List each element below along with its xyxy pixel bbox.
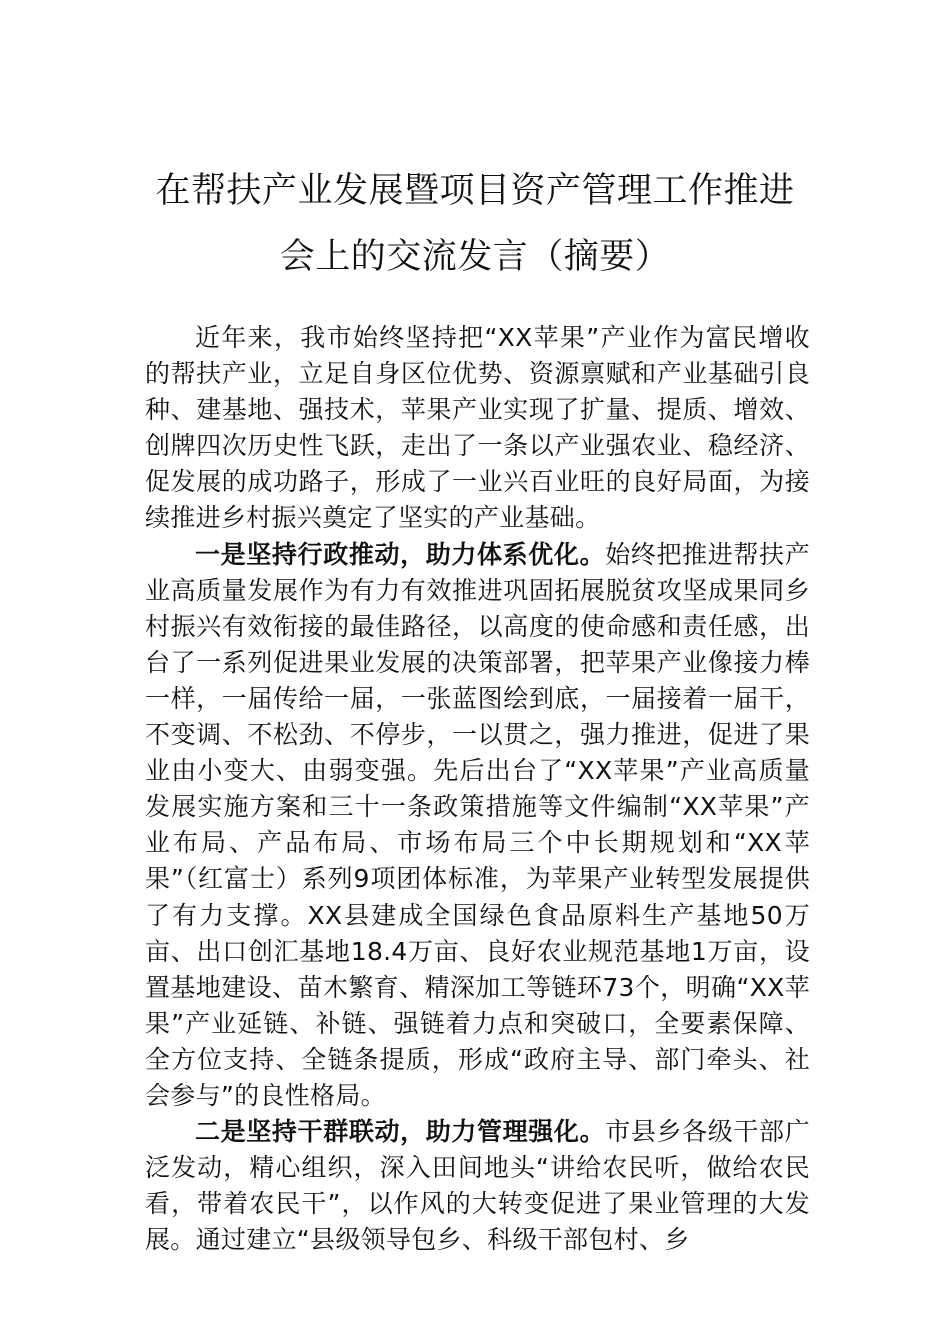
document-title xyxy=(120,158,830,290)
paragraph-intro xyxy=(145,320,810,537)
paragraph-intro-text: 近年来，我市始终坚持把“XX苹果”产业作为富民增收的帮扶产业，立足自身区位优势、资源禀赋和产业基础引良种、建基地、强技术，苹果产业实现了扩量、提质、增效、创牌四次历史性飞跃，走出了一条以产业强农业、稳经济、促发展的成功路子，形成了一业兴百业旺的良好局面，为接续推进乡村振兴奠定了坚实的产业基础。 xyxy=(145,323,810,533)
paragraph-point-2-text: 市县乡各级干部广泛发动，精心组织，深入田间地头“讲给农民听，做给农民看，带着农民干”，以作风的大转变促进了果业管理的大发展。通过建立“县级领导包乡、科级干部包村、乡 xyxy=(145,1117,810,1255)
title-line-2: 会上的交流发言（摘要） xyxy=(279,237,671,277)
document-body xyxy=(145,320,810,1258)
paragraph-point-1-heading: 一是坚持行政推动，助力体系优化。 xyxy=(195,539,606,569)
paragraph-point-1 xyxy=(145,537,810,1115)
paragraph-point-2-heading: 二是坚持干群联动，助力管理强化。 xyxy=(195,1117,606,1147)
paragraph-point-2 xyxy=(145,1114,810,1258)
paragraph-point-1-text: 始终把推进帮扶产业高质量发展作为有力有效推进巩固拓展脱贫攻坚成果同乡村振兴有效衔接的最佳路径，以高度的使命感和责任感，出台了一系列促进果业发展的决策部署，把苹果产业像接力棒一样，一届传给一届，一张蓝图绘到底，一届接着一届干，不变调、不松劲、不停步，一以贯之，强力推进，促进了果业由小变大、由弱变强。先后出台了“XX苹果”产业高质量发展实施方案和三十一条政策措施等文件编制“XX苹果”产业布局、产品布局、市场布局三个中长期规划和“XX苹果”（红富士）系列9项团体标准，为苹果产业转型发展提供了有力支撑。XX县建成全国绿色食品原料生产基地50万亩、出口创汇基地18.4万亩、良好农业规范基地1万亩，设置基地建设、苗木繁育、精深加工等链环73个，明确“XX苹果”产业延链、补链、强链着力点和突破口，全要素保障、全方位支持、全链条提质，形成“政府主导、部门牵头、社会参与”的良性格局。 xyxy=(145,539,810,1110)
title-line-1: 在帮扶产业发展暨项目资产管理工作推进 xyxy=(155,171,795,211)
